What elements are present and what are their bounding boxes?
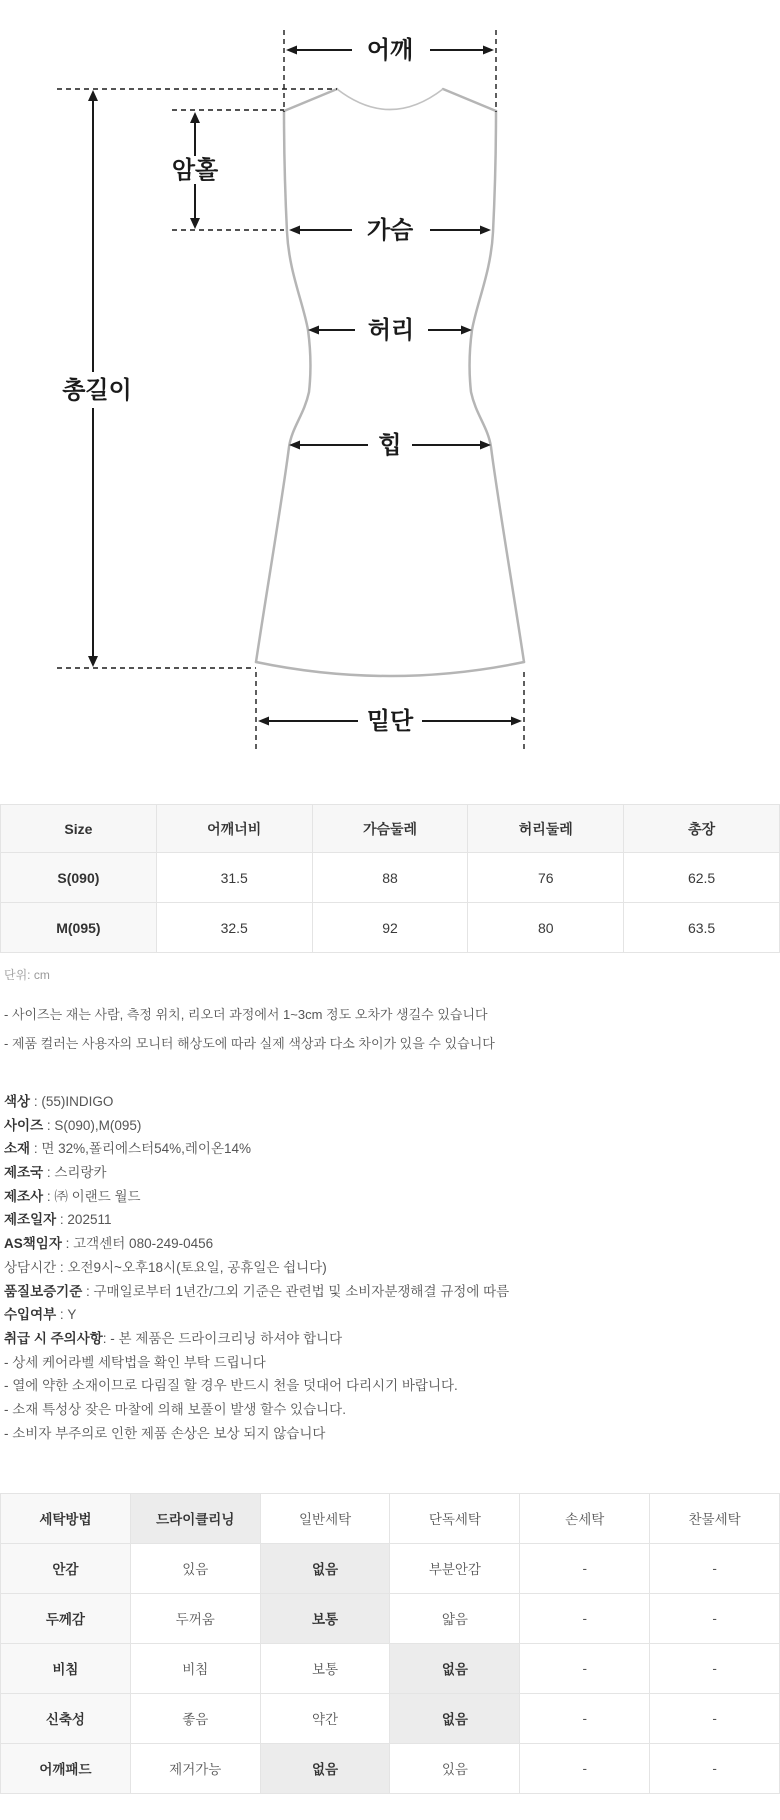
dress-diagram-svg [0, 0, 780, 770]
product-info-label: 수입여부 [4, 1307, 57, 1323]
product-info-line: 품질보증기준 : 구매일로부터 1년간/그외 기준은 관련법 및 소비자분쟁해결 규정에 따름 [4, 1283, 510, 1299]
dress-right-shoulder-line [443, 89, 496, 111]
size-notes [0, 1007, 780, 1052]
care-note-line: - 상세 케어라벨 세탁법을 확인 부탁 드립니다 [4, 1354, 266, 1370]
size-column-header: 어깨너비 [156, 805, 312, 853]
size-note-line: - 사이즈는 재는 사람, 측정 위치, 리오더 과정에서 1~3cm 정도 오차가 생길수 있습니다 [4, 1007, 488, 1022]
size-column-header: 가슴둘레 [312, 805, 468, 853]
care-attr-option: 보통 [260, 1593, 390, 1643]
care-attr-option: 비침 [130, 1643, 260, 1693]
product-info-label: AS책임자 [4, 1236, 62, 1252]
product-info-line: 수입여부 : Y [4, 1307, 77, 1323]
care-table-header-row [1, 1493, 780, 1543]
care-table-row [1, 1643, 780, 1693]
care-note-line: - 열에 약한 소재이므로 다림질 할 경우 반드시 천을 덧대어 다리시기 바랍니다. [4, 1378, 458, 1394]
product-info-line: 소재 : 면 32%,폴리에스터54%,레이온14% [4, 1141, 252, 1157]
shoulder-arrowhead-left [286, 46, 297, 55]
dress-neckline [337, 89, 443, 110]
care-attr-option: 두꺼움 [130, 1593, 260, 1643]
product-info-label: 품질보증기준 [4, 1283, 83, 1299]
total-length-label: 총길이 [62, 377, 132, 404]
product-info-line: 상담시간 : 오전9시~오후18시(토요일, 공휴일은 쉽니다) [4, 1259, 327, 1275]
care-method-option: 일반세탁 [260, 1493, 390, 1543]
hem-arrowhead-left [258, 717, 269, 726]
product-info-line: 제조일자 : 202511 [4, 1212, 112, 1228]
dress-right-side-seam [470, 111, 524, 662]
care-note-line: - 소비자 부주의로 인한 제품 손상은 보상 되지 않습니다 [4, 1425, 326, 1441]
product-info-line: 제조사 : ㈜ 이랜드 월드 [4, 1188, 141, 1204]
care-table-row [1, 1543, 780, 1593]
product-info-line: 색상 : (55)INDIGO [4, 1094, 114, 1109]
size-value-cell: 92 [312, 903, 468, 953]
size-value-cell: 32.5 [156, 903, 312, 953]
product-info [0, 1094, 780, 1442]
care-attr-option: 있음 [130, 1543, 260, 1593]
shoulder-label: 어깨 [366, 37, 414, 64]
care-attr-label: 신축성 [1, 1693, 131, 1743]
product-info-label: 상담시간 [4, 1259, 57, 1275]
size-value-cell: 63.5 [624, 903, 780, 953]
hem-label: 밑단 [366, 708, 414, 735]
size-value-cell: 31.5 [156, 853, 312, 903]
dress-measurement-diagram [0, 0, 780, 770]
size-table-content [1, 805, 780, 953]
care-attr-option: - [520, 1593, 650, 1643]
waist-label: 허리 [367, 317, 415, 344]
care-attr-option: 없음 [390, 1643, 520, 1693]
product-info-label: 색상 [4, 1094, 31, 1109]
care-method-header: 세탁방법 [1, 1493, 131, 1543]
product-info-line: 취급 시 주의사항: - 본 제품은 드라이크리닝 하셔야 합니다 [4, 1330, 343, 1346]
care-attr-option: - [650, 1543, 780, 1593]
care-attr-option: - [520, 1743, 650, 1793]
product-info-label: 취급 시 주의사항 [4, 1330, 103, 1346]
dress-hem-curve [256, 662, 524, 676]
care-attr-option: 부분안감 [390, 1543, 520, 1593]
product-info-label: 제조사 [4, 1188, 44, 1204]
size-name-cell: S(090) [1, 853, 157, 903]
size-spec-table [0, 804, 780, 953]
size-table-row [1, 853, 780, 903]
product-info-label: 제조일자 [4, 1212, 57, 1228]
armhole-label: 암홀 [171, 157, 219, 184]
care-attr-option: - [650, 1743, 780, 1793]
care-method-option: 찬물세탁 [650, 1493, 780, 1543]
care-method-option: 드라이클리닝 [130, 1493, 260, 1543]
care-attr-option: - [520, 1543, 650, 1593]
care-attr-label: 안감 [1, 1543, 131, 1593]
care-method-option: 단독세탁 [390, 1493, 520, 1543]
care-attr-label: 어깨패드 [1, 1743, 131, 1793]
size-table-header-row [1, 805, 780, 853]
care-attr-option: - [520, 1693, 650, 1743]
chest-arrowhead-right [480, 226, 491, 235]
size-value-cell: 62.5 [624, 853, 780, 903]
care-table-body [1, 1493, 780, 1793]
care-attr-label: 두께감 [1, 1593, 131, 1643]
care-info-table [0, 1493, 780, 1794]
size-table-row [1, 903, 780, 953]
care-attr-option: 없음 [260, 1543, 390, 1593]
care-attr-option: - [650, 1693, 780, 1743]
chest-arrowhead-left [289, 226, 300, 235]
care-attr-option: 얇음 [390, 1593, 520, 1643]
care-table-row [1, 1693, 780, 1743]
size-name-cell: M(095) [1, 903, 157, 953]
size-note-line: - 제품 컬러는 사용자의 모니터 해상도에 따라 실제 색상과 다소 차이가 있을 수 있습니다 [4, 1036, 495, 1051]
care-table-row [1, 1593, 780, 1643]
care-attr-option: - [650, 1593, 780, 1643]
product-info-label: 소재 [4, 1141, 31, 1157]
chest-label: 가슴 [366, 217, 414, 244]
size-column-header: 허리둘레 [468, 805, 624, 853]
care-table-row [1, 1743, 780, 1793]
armhole-arrowhead-up [190, 112, 200, 123]
care-attr-label: 비침 [1, 1643, 131, 1693]
care-note-line: - 소재 특성상 잦은 마찰에 의해 보풀이 발생 할수 있습니다. [4, 1401, 346, 1417]
size-value-cell: 76 [468, 853, 624, 903]
unit-note: 단위: cm [4, 968, 50, 982]
size-value-cell: 88 [312, 853, 468, 903]
care-attr-option: 제거가능 [130, 1743, 260, 1793]
hip-label: 힙 [378, 432, 402, 459]
total-length-arrowhead-up [88, 90, 98, 101]
size-column-header: 총장 [624, 805, 780, 853]
total-length-arrowhead-down [88, 656, 98, 667]
care-attr-option: 없음 [390, 1693, 520, 1743]
care-attr-option: 없음 [260, 1743, 390, 1793]
product-info-label: 제조국 [4, 1165, 44, 1181]
product-info-label: 사이즈 [4, 1117, 44, 1133]
armhole-arrowhead-down [190, 218, 200, 229]
care-attr-option: - [650, 1643, 780, 1693]
hem-arrowhead-right [511, 717, 522, 726]
product-info-line: 사이즈 : S(090),M(095) [4, 1117, 142, 1133]
care-method-option: 손세탁 [520, 1493, 650, 1543]
care-attr-option: 약간 [260, 1693, 390, 1743]
size-value-cell: 80 [468, 903, 624, 953]
care-attr-option: 보통 [260, 1643, 390, 1693]
dress-left-shoulder-line [284, 89, 337, 111]
shoulder-arrowhead-right [483, 46, 494, 55]
product-info-line: AS책임자 : 고객센터 080-249-0456 [4, 1236, 214, 1252]
care-attr-option: - [520, 1643, 650, 1693]
care-attr-option: 있음 [390, 1743, 520, 1793]
product-info-line: 제조국 : 스리랑카 [4, 1165, 107, 1181]
size-column-header: Size [1, 805, 157, 853]
dress-left-side-seam [256, 111, 310, 662]
care-attr-option: 좋음 [130, 1693, 260, 1743]
